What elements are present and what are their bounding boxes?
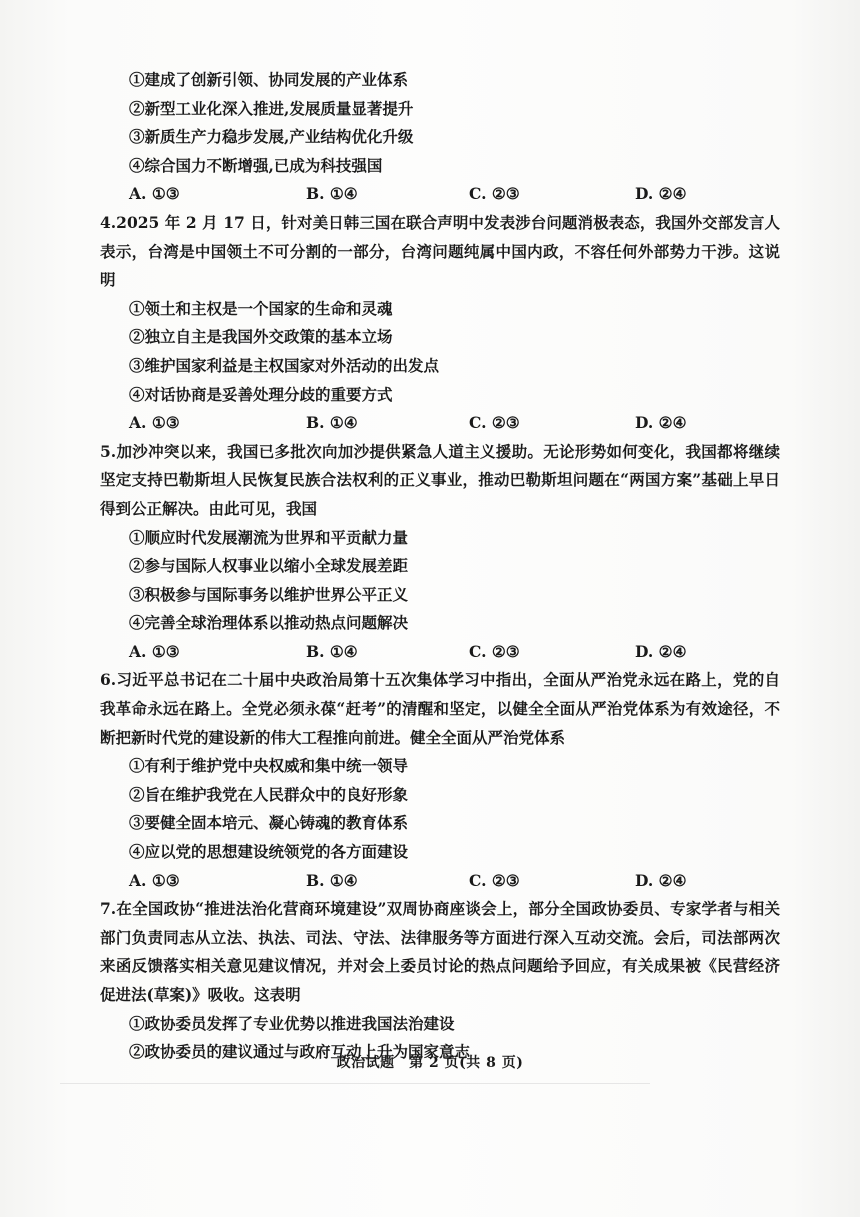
option-1: ①有利于维护党中央权威和集中统一领导	[129, 756, 409, 776]
option-1: ①顺应时代发展潮流为世界和平贡献力量	[129, 527, 409, 547]
option-2: ②旨在维护我党在人民群众中的良好形象	[129, 784, 409, 804]
option-1: ①建成了创新引领、协同发展的产业体系	[129, 70, 409, 89]
option-3: ③积极参与国际事务以维护世界公平正义	[129, 584, 409, 604]
answer-b: B. ①④	[306, 641, 358, 661]
answer-choices	[100, 409, 780, 438]
question-6	[100, 666, 780, 895]
option-2: ②独立自主是我国外交政策的基本立场	[129, 327, 393, 347]
question-stem: 6.习近平总书记在二十届中央政治局第十五次集体学习中指出，全面从严治党永远在路上，党的自我革命永远在路上。全党必须永葆“赶考”的清醒和坚定，以健全全面从严治党体系为有效途径，不断把新时代党的建设新的伟大工程推向前进。健全全面从严治党体系	[100, 670, 780, 747]
answer-c: C. ②③	[469, 870, 520, 890]
answer-choices	[100, 867, 780, 896]
answer-a: A. ①③	[129, 413, 180, 433]
answer-d: D. ②④	[635, 413, 687, 433]
option-4: ④综合国力不断增强,已成为科技强国	[129, 155, 383, 175]
answer-d: D. ②④	[635, 641, 687, 661]
option-1: ①政协委员发挥了专业优势以推进我国法治建设	[129, 1013, 455, 1033]
question-5	[100, 438, 780, 667]
answer-a: A. ①③	[129, 870, 180, 890]
option-4: ④完善全球治理体系以推动热点问题解决	[129, 613, 409, 633]
answer-c: C. ②③	[469, 641, 520, 661]
option-4: ④应以党的思想建设统领党的各方面建设	[129, 842, 409, 862]
option-3: ③要健全固本培元、凝心铸魂的教育体系	[129, 813, 409, 833]
option-3: ③新质生产力稳步发展,产业结构优化升级	[129, 127, 414, 147]
page-footer: 政治试题 第 2 页(共 8 页)	[336, 1055, 524, 1071]
option-2: ②参与国际人权事业以缩小全球发展差距	[129, 556, 409, 576]
page-content	[100, 66, 780, 1067]
question-3-continued	[100, 66, 780, 209]
answer-d: D. ②④	[635, 184, 687, 204]
answer-b: B. ①④	[306, 184, 358, 204]
question-stem: 4.2025 年 2 月 17 日，针对美日韩三国在联合声明中发表涉台问题消极表态，我国外交部发言人表示，台湾是中国领土不可分割的一部分，台湾问题纯属中国内政，不容任何外部势力干涉。这说明	[100, 212, 780, 290]
scan-edge-line	[60, 1083, 650, 1084]
question-4	[100, 209, 780, 438]
answer-choices	[100, 638, 780, 667]
option-2: ②新型工业化深入推进,发展质量显著提升	[129, 98, 414, 118]
answer-c: C. ②③	[469, 184, 520, 204]
answer-b: B. ①④	[306, 413, 358, 433]
answer-c: C. ②③	[469, 413, 520, 433]
question-stem: 7.在全国政协“推进法治化营商环境建设”双周协商座谈会上，部分全国政协委员、专家学者与相关部门负责同志从立法、执法、司法、守法、法律服务等方面进行深入互动交流。会后，司法部两次来函反馈落实相关意见建议情况，并对会上委员讨论的热点问题给予回应，有关成果被《民营经济促进法(草案)》吸收。这表明	[100, 899, 780, 1004]
answer-d: D. ②④	[635, 870, 687, 890]
option-1: ①领土和主权是一个国家的生命和灵魂	[129, 298, 393, 318]
option-4: ④对话协商是妥善处理分歧的重要方式	[129, 384, 393, 404]
answer-b: B. ①④	[306, 870, 358, 890]
question-7	[100, 895, 780, 1067]
answer-a: A. ①③	[129, 184, 180, 204]
answer-choices	[100, 180, 780, 209]
option-2: ②政协委员的建议通过与政府互动上升为国家意志	[129, 1042, 471, 1062]
question-stem: 5.加沙冲突以来，我国已多批次向加沙提供紧急人道主义援助。无论形势如何变化，我国都将继续坚定支持巴勒斯坦人民恢复民族合法权利的正义事业，推动巴勒斯坦问题在“两国方案”基础上早日得到公正解决。由此可见，我国	[100, 441, 780, 518]
answer-a: A. ①③	[129, 641, 180, 661]
option-3: ③维护国家利益是主权国家对外活动的出发点	[129, 355, 440, 375]
